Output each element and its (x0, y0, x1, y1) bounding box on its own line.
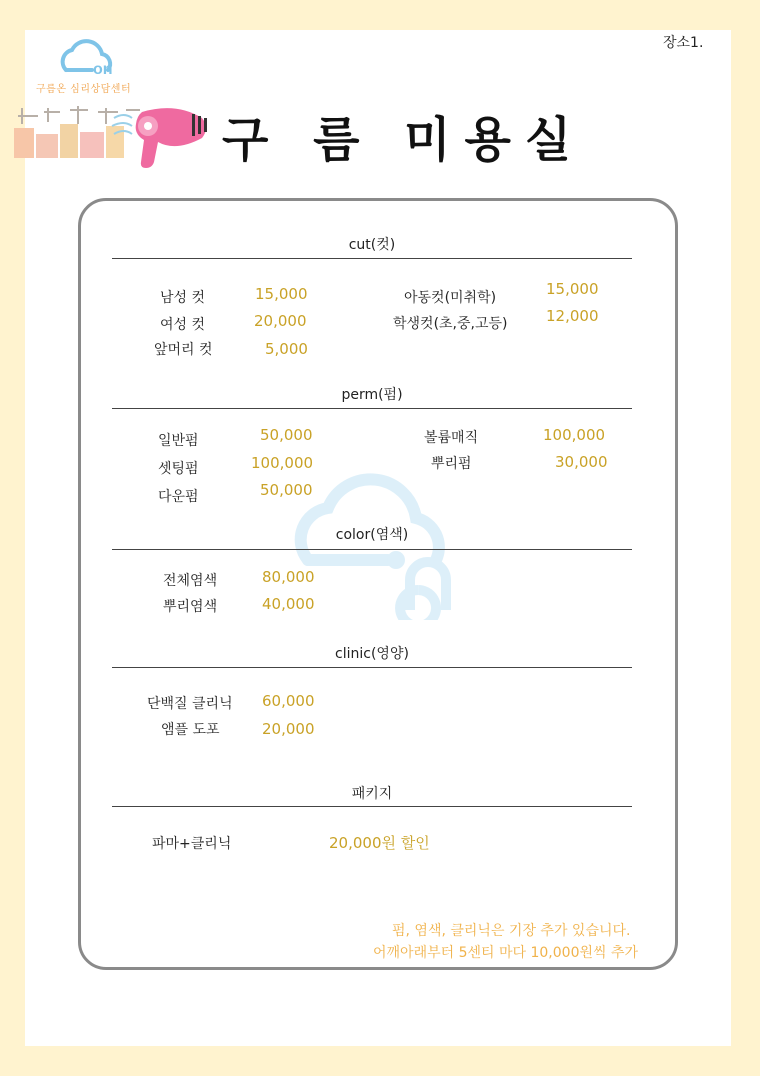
place-label: 장소1. (663, 35, 704, 51)
menu-item-price: 15,000 (255, 285, 308, 303)
menu-item-price: 20,000 (262, 720, 315, 738)
menu-item-price: 5,000 (265, 340, 308, 358)
menu-item-price: 60,000 (262, 692, 315, 710)
menu-item-name: 아동컷(미취학) (404, 290, 497, 306)
section-divider (112, 408, 632, 409)
page-title: 구 름 미용실 (222, 112, 586, 168)
section-title-color: color(염색) (335, 527, 409, 543)
menu-item-name: 일반펌 (158, 433, 199, 449)
menu-item-name: 앞머리 컷 (154, 342, 213, 358)
menu-item-name: 여성 컷 (160, 317, 206, 333)
menu-item-name: 볼륨매직 (424, 430, 479, 446)
menu-item-price: 20,000원 할인 (329, 834, 430, 852)
menu-item-price: 12,000 (546, 307, 599, 325)
menu-item-name: 단백질 클리닉 (147, 696, 233, 712)
menu-item-price: 80,000 (262, 568, 315, 586)
brand-text: 구름온 심리상담센터 (36, 84, 132, 95)
section-divider (112, 806, 632, 807)
section-divider (112, 667, 632, 668)
note-line-1: 펌, 염색, 클리닉은 기장 추가 있습니다. (392, 923, 631, 939)
section-title-package: 패키지 (351, 786, 393, 802)
menu-item-name: 파마+클리닉 (152, 836, 232, 852)
section-title-cut: cut(컷) (348, 237, 396, 253)
brand-logo-text: on (93, 61, 113, 78)
section-title-clinic: clinic(영양) (335, 646, 409, 662)
menu-item-price: 100,000 (543, 426, 606, 444)
menu-item-price: 30,000 (555, 453, 608, 471)
menu-item-price: 20,000 (254, 312, 307, 330)
menu-item-price: 40,000 (262, 595, 315, 613)
menu-item-name: 앰플 도포 (161, 722, 220, 738)
menu-item-name: 셋팅펌 (158, 461, 199, 477)
menu-item-name: 뿌리염색 (163, 599, 218, 615)
menu-item-price: 100,000 (251, 454, 314, 472)
menu-item-price: 50,000 (260, 481, 313, 499)
section-title-perm: perm(펌) (341, 387, 403, 403)
menu-item-price: 50,000 (260, 426, 313, 444)
menu-item-name: 다운펌 (158, 489, 199, 505)
section-divider (112, 258, 632, 259)
menu-item-price: 15,000 (546, 280, 599, 298)
section-divider (112, 549, 632, 550)
hair-dryer-icon (14, 104, 214, 170)
note-line-2: 어깨아래부터 5센티 마다 10,000원씩 추가 (373, 945, 639, 961)
menu-item-name: 전체염색 (163, 573, 218, 589)
menu-item-name: 학생컷(초,중,고등) (393, 316, 508, 332)
menu-item-name: 남성 컷 (160, 290, 206, 306)
menu-item-name: 뿌리펌 (431, 456, 472, 472)
